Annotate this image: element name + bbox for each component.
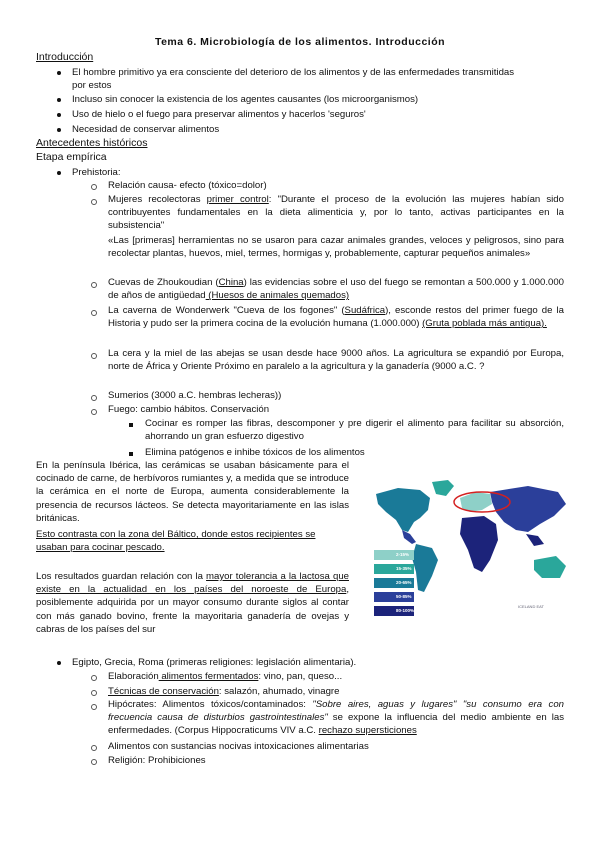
- item-religion: Religión: Prohibiciones: [108, 755, 206, 766]
- bullet-ring: [91, 409, 97, 415]
- legend-label: 20-65%: [396, 580, 412, 585]
- stage-heading: Etapa empírica: [36, 151, 107, 163]
- bullet-dot: [57, 661, 61, 665]
- legend-item: [374, 550, 414, 560]
- bullet-ring: [91, 310, 97, 316]
- legend-label: 50-85%: [396, 594, 412, 599]
- legend-label: 80-100%: [396, 608, 415, 613]
- legend-item: [374, 592, 414, 602]
- item-fuego-sub-1: Cocinar es romper las fibras, descomponer y pre digerir el alimento para facilitar su absorción, ahorrando un gran esfuerzo digestivo: [145, 418, 564, 443]
- item-sumerios: Sumerios (3000 a.C. hembras lecheras)): [108, 390, 282, 401]
- bullet-dot: [57, 98, 61, 102]
- item-fuego: Fuego: cambio hábitos. Conservación: [108, 404, 270, 415]
- legend-item: [374, 578, 414, 588]
- intro-item-3: Uso de hielo o el fuego para preservar alimentos y hacerlos 'seguros': [72, 109, 366, 120]
- bullet-ring: [91, 675, 97, 681]
- bullet-dot: [57, 171, 61, 175]
- page-title: Tema 6. Microbiología de los alimentos. Introducción: [154, 36, 446, 48]
- bullet-ring: [91, 199, 97, 205]
- intro-item-2: Incluso sin conocer la existencia de los agentes causantes (los microorganismos): [72, 94, 419, 105]
- bullet-square: [129, 423, 133, 427]
- bullet-ring: [91, 282, 97, 288]
- bullet-ring: [91, 704, 97, 710]
- intro-heading: Introducción: [36, 51, 94, 63]
- iberia-paragraph: En la península Ibérica, las cerámicas se usaban básicamente para el cocinado de carne, de herbívoros rumiantes y, a medida que se introduce la cerámica en el norte de Europa, aumenta considerablemente la presencia de recursos lácteos. Se detecta mayoritariamente en las islas británicas.: [36, 460, 349, 524]
- legend-label: 2-15%: [396, 552, 410, 557]
- item-cera: La cera y la miel de las abejas se usan desde hace 9000 años. La agricultura se expandió por Europa, norte de África y Oriente Próximo en paralelo a la agricultura y la ganadería (9000 a.C. ?: [108, 348, 564, 373]
- bullet-ring: [91, 759, 97, 765]
- bullet-ring: [91, 395, 97, 401]
- item-tecnicas: Técnicas de conservación: salazón, ahumado, vinagre: [108, 686, 340, 697]
- intro-item-1: El hombre primitivo ya era consciente del deterioro de los alimentos y de las enfermedades transmitidas: [72, 67, 515, 78]
- item-hipocrates: Hipócrates: Alimentos tóxicos/contaminados: "Sobre aires, aguas y lugares" "su consumo era con frecuencia causa de disturbios gastrointestinales" se expone la influencia del medio ambiente en las enfermedades. (Corpus Hippocraticums VIV a.C. rechazo supersticiones: [108, 699, 564, 737]
- item-mujeres: Mujeres recolectoras primer control: "Durante el proceso de la evolución las mujeres habían sido contribuyentes fundamentales en la dieta alimenticia y, por lo tanto, activas participantes en la subsistencia": [108, 194, 564, 232]
- bullet-ring: [91, 184, 97, 190]
- bullet-ring: [91, 353, 97, 359]
- bullet-dot: [57, 71, 61, 75]
- lactose-map-figure: [358, 472, 576, 622]
- bullet-dot: [57, 128, 61, 132]
- item-fuego-sub-2: Elimina patógenos e inhibe tóxicos de los alimentos: [145, 447, 365, 458]
- item-wonderwerk: La caverna de Wonderwerk "Cueva de los fogones" (Sudáfrica), esconde restos del primer fuego de la Historia y pudo ser la primera cocina de la evolución humana (1.000.000) (Gruta poblada más antigua).: [108, 305, 564, 330]
- resultados-paragraph: Los resultados guardan relación con la mayor tolerancia a la lactosa que existe en la actualidad en los países del noroeste de Europa, posiblemente adquirida por un mayor consumo durante siglos al contar con más ganado bovino, frente la mayoritaria ganadería de ovejas y cabras de los países del sur: [36, 571, 349, 635]
- legend-item: [374, 606, 414, 616]
- figure-logo: ICELAND EAT: [518, 604, 544, 609]
- item-mujeres-quote: «Las [primeras] herramientas no se usaron para cazar animales grandes, veloces y peligrosos, sino para recolectar plantas, huevos, miel, termes, hormigas y, probablemente, capturar pequeños animales»: [108, 235, 564, 260]
- bullet-ring: [91, 690, 97, 696]
- legend-label: 15-35%: [396, 566, 412, 571]
- intro-item-1-cont: por estos: [72, 80, 112, 91]
- bullet-dot: [57, 113, 61, 117]
- bullet-ring: [91, 745, 97, 751]
- item-alimentos-nocivos: Alimentos con sustancias nocivas intoxicaciones alimentarias: [108, 741, 369, 752]
- intro-item-4: Necesidad de conservar alimentos: [72, 124, 220, 135]
- bullet-square: [129, 452, 133, 456]
- baltico-paragraph: Esto contrasta con la zona del Báltico, donde estos recipientes se usaban para cocinar pescado.: [36, 529, 316, 554]
- history-heading: Antecedentes históricos: [36, 137, 148, 149]
- map-legend: [374, 550, 414, 620]
- legend-item: [374, 564, 414, 574]
- egipto-item: Egipto, Grecia, Roma (primeras religiones: legislación alimentaria).: [72, 657, 357, 668]
- prehistoria-label: Prehistoria:: [72, 167, 121, 178]
- item-causa: Relación causa- efecto (tóxico=dolor): [108, 180, 267, 191]
- item-elaboracion: Elaboración alimentos fermentados: vino, pan, queso...: [108, 671, 343, 682]
- item-cuevas: Cuevas de Zhoukoudian (China) las evidencias sobre el uso del fuego se remontan a 500.000 y 1.000.000 de años de antigüedad (Huesos de animales quemados): [108, 277, 564, 302]
